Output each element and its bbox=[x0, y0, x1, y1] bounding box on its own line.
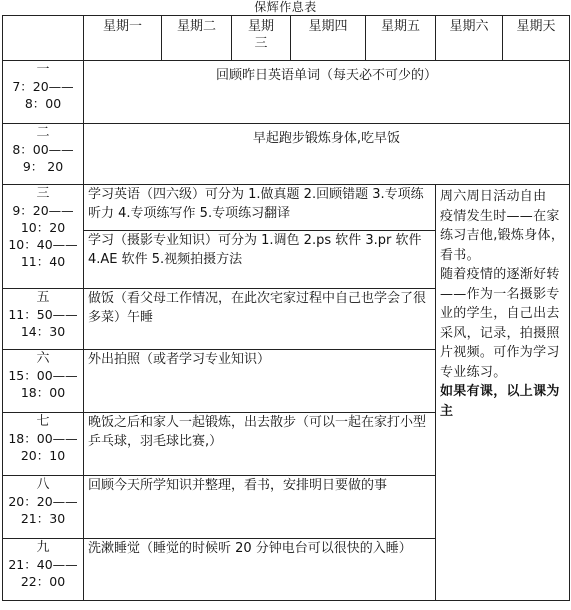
activity-cell: 洗漱睡觉（睡觉的时候听 20 分钟电台可以很快的入睡） bbox=[84, 539, 436, 601]
activity-cell: 学习英语（四六级）可分为 1.做真题 2.回顾错题 3.专项练听力 4.专项练写作 5.专项练习翻译 bbox=[84, 185, 436, 231]
table-row bbox=[3, 185, 570, 231]
slot-number: 二 bbox=[36, 125, 50, 140]
header-saturday: 星期六 bbox=[436, 16, 503, 61]
weekend-note: 如果有课，以上课为主 bbox=[440, 384, 560, 419]
header-tuesday: 星期二 bbox=[162, 16, 232, 61]
activity-cell: 早起跑步锻炼身体,吃早饭 bbox=[84, 124, 570, 185]
table-row bbox=[3, 124, 570, 185]
header-friday: 星期五 bbox=[366, 16, 436, 61]
slot-time: 21：40——22：00 bbox=[8, 557, 78, 589]
slot-time: 18：00——20：10 bbox=[8, 431, 78, 463]
time-slot-1 bbox=[3, 61, 84, 124]
weekend-notes bbox=[436, 185, 570, 601]
activity-cell: 做饭（看父母工作情况，在此次宅家过程中自己也学会了很多菜）午睡 bbox=[84, 289, 436, 350]
header-wednesday: 星期 三 bbox=[232, 16, 291, 61]
time-slot-8 bbox=[3, 476, 84, 539]
slot-number: 三 bbox=[36, 186, 50, 201]
time-slot-7 bbox=[3, 413, 84, 476]
slot-time: 9：20—— 10：20 10：40——11：40 bbox=[8, 203, 78, 269]
slot-number: 五 bbox=[36, 290, 50, 305]
header-thursday: 星期四 bbox=[291, 16, 366, 61]
weekend-paragraph: 随着疫情的逐渐好转——作为一名摄影专业的学生，自己出去采风，记录，拍摄照片视频。可作为学习专业练习。 bbox=[440, 267, 560, 380]
time-slot-3 bbox=[3, 185, 84, 289]
slot-number: 八 bbox=[36, 477, 50, 492]
slot-time: 7：20—— 8：00 bbox=[12, 79, 74, 111]
schedule-table bbox=[2, 15, 570, 601]
slot-number: 一 bbox=[36, 62, 50, 77]
header-sunday: 星期天 bbox=[503, 16, 570, 61]
slot-time: 8：00—— 9： 20 bbox=[12, 142, 74, 174]
weekend-paragraph: 疫情发生时——在家练习吉他,锻炼身体，看书。 bbox=[440, 208, 565, 263]
table-row bbox=[3, 61, 570, 124]
time-slot-2 bbox=[3, 124, 84, 185]
slot-time: 11：50——14：30 bbox=[8, 307, 78, 339]
time-slot-5 bbox=[3, 289, 84, 350]
slot-number: 六 bbox=[36, 351, 50, 366]
header-monday: 星期一 bbox=[84, 16, 162, 61]
slot-time: 15：00——18：00 bbox=[8, 368, 78, 400]
document-title: 保辉作息表 bbox=[254, 0, 317, 14]
activity-cell: 回顾今天所学知识并整理，看书，安排明日要做的事 bbox=[84, 476, 436, 539]
corner-cell bbox=[3, 16, 84, 61]
slot-number: 九 bbox=[36, 540, 50, 555]
header-row bbox=[3, 16, 570, 61]
activity-cell: 回顾昨日英语单词（每天必不可少的） bbox=[84, 61, 570, 124]
activity-cell: 外出拍照（或者学习专业知识） bbox=[84, 350, 436, 413]
activity-cell: 晚饭之后和家人一起锻炼，出去散步（可以一起在家打小型乒乓球，羽毛球比赛,） bbox=[84, 413, 436, 476]
slot-time: 20：20——21：30 bbox=[8, 494, 78, 526]
time-slot-6 bbox=[3, 350, 84, 413]
activity-cell: 学习（摄影专业知识）可分为 1.调色 2.ps 软件 3.pr 软件 4.AE 软件 5.视频拍摄方法 bbox=[84, 231, 436, 289]
time-slot-9 bbox=[3, 539, 84, 601]
weekend-paragraph: 周六周日活动自由 bbox=[440, 189, 547, 204]
slot-number: 七 bbox=[36, 414, 50, 429]
